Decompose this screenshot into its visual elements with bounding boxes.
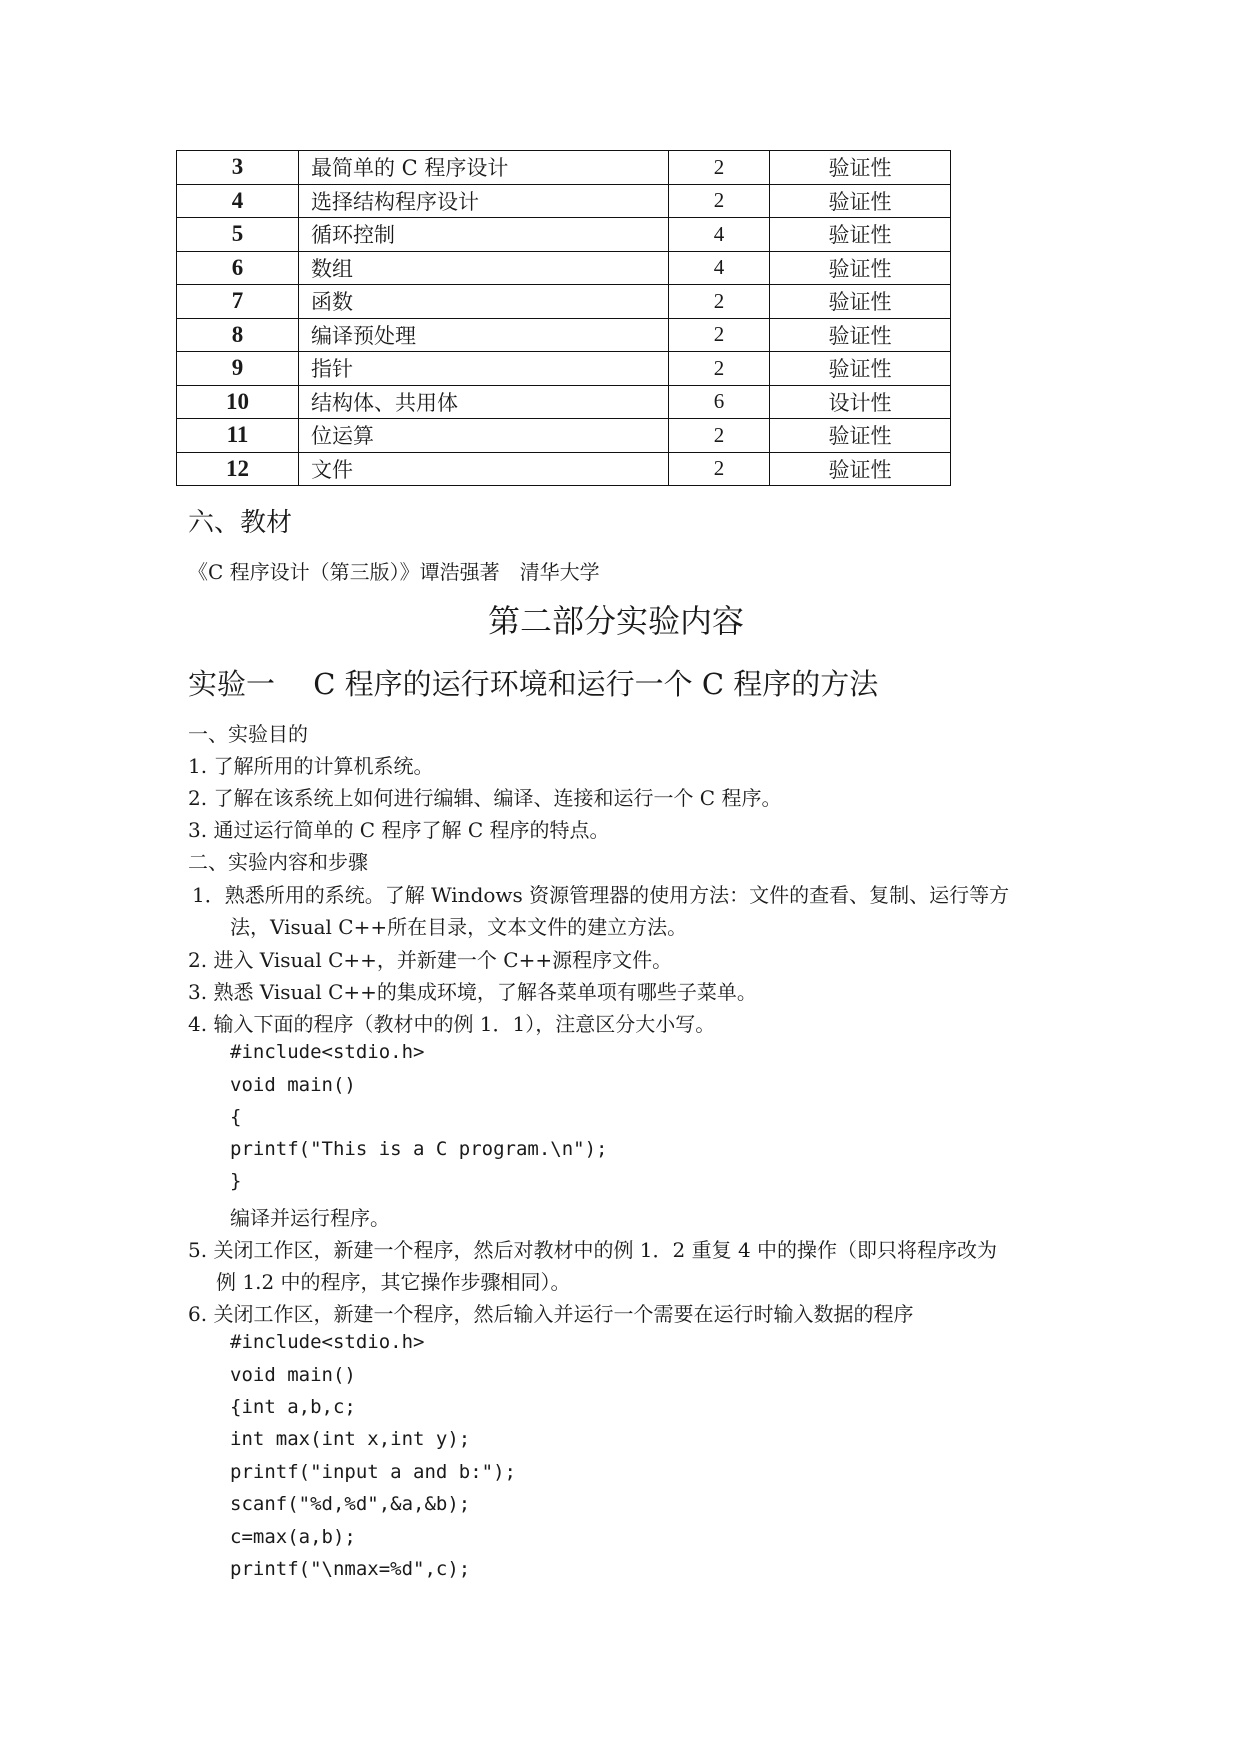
experiment-name-cell: 循环控制 (299, 218, 669, 252)
experiment-name-cell: 结构体、共用体 (299, 385, 669, 419)
code-line: {int a,b,c; (230, 1396, 356, 1418)
hours-cell: 2 (669, 285, 770, 319)
step-2: 2. 进入 Visual C++，并新建一个 C++源程序文件。 (188, 948, 673, 972)
experiment-number-cell: 10 (177, 385, 299, 419)
experiment-name-cell: 位运算 (299, 419, 669, 453)
hours-cell: 2 (669, 452, 770, 486)
experiment-type-cell: 验证性 (770, 184, 951, 218)
table-row (177, 218, 951, 252)
table-row (177, 184, 951, 218)
code-line: printf("input a and b:"); (230, 1461, 516, 1483)
code-line: #include<stdio.h> (230, 1041, 425, 1063)
experiment-type-cell: 验证性 (770, 318, 951, 352)
experiment-number-cell: 9 (177, 352, 299, 386)
code-line: void main() (230, 1074, 356, 1096)
code-line: printf("This is a C program.\n"); (230, 1138, 608, 1160)
experiment-number-cell: 6 (177, 251, 299, 285)
step-1-line-2: 法，Visual C++所在目录，文本文件的建立方法。 (230, 915, 688, 939)
code-line: c=max(a,b); (230, 1526, 356, 1548)
experiment-schedule-table (176, 150, 951, 486)
code-line: printf("\nmax=%d",c); (230, 1558, 471, 1580)
steps-heading: 二、实验内容和步骤 (188, 850, 368, 874)
code-line: { (230, 1106, 242, 1128)
table-row (177, 318, 951, 352)
step-4: 4. 输入下面的程序（教材中的例 1．1），注意区分大小写。 (188, 1012, 716, 1036)
experiment-type-cell: 验证性 (770, 151, 951, 185)
hours-cell: 4 (669, 218, 770, 252)
section-heading-textbook: 六、教材 (188, 508, 293, 538)
step-3: 3. 熟悉 Visual C++的集成环境，了解各菜单项有哪些子菜单。 (188, 980, 757, 1004)
table-row (177, 385, 951, 419)
table-row (177, 251, 951, 285)
experiment-number-cell: 4 (177, 184, 299, 218)
experiment-name-cell: 编译预处理 (299, 318, 669, 352)
table-row (177, 452, 951, 486)
experiment-type-cell: 验证性 (770, 352, 951, 386)
code-line: void main() (230, 1364, 356, 1386)
purpose-item: 1. 了解所用的计算机系统。 (188, 754, 434, 778)
experiment-type-cell: 验证性 (770, 251, 951, 285)
hours-cell: 2 (669, 352, 770, 386)
experiment-number-cell: 11 (177, 419, 299, 453)
experiment-type-cell: 验证性 (770, 285, 951, 319)
table-row (177, 151, 951, 185)
experiment-number-cell: 3 (177, 151, 299, 185)
experiment-name-cell: 选择结构程序设计 (299, 184, 669, 218)
code-line: int max(int x,int y); (230, 1428, 471, 1450)
code-line: #include<stdio.h> (230, 1331, 425, 1353)
experiment-name-cell: 最简单的 C 程序设计 (299, 151, 669, 185)
step-5-line-1: 5. 关闭工作区，新建一个程序，然后对教材中的例 1．2 重复 4 中的操作（即只将程序改为 (188, 1238, 998, 1262)
compile-note: 编译并运行程序。 (230, 1206, 390, 1230)
purpose-heading: 一、实验目的 (188, 722, 308, 746)
table-row (177, 352, 951, 386)
table-body (177, 151, 951, 486)
experiment-number-cell: 5 (177, 218, 299, 252)
purpose-item: 2. 了解在该系统上如何进行编辑、编译、连接和运行一个 C 程序。 (188, 786, 782, 810)
experiment-type-cell: 验证性 (770, 419, 951, 453)
textbook-citation: 《C 程序设计（第三版）》谭浩强著 清华大学 (188, 560, 600, 584)
experiment-one-title: 实验一 C 程序的运行环境和运行一个 C 程序的方法 (188, 667, 879, 701)
step-6: 6. 关闭工作区，新建一个程序，然后输入并运行一个需要在运行时输入数据的程序 (188, 1302, 914, 1326)
experiment-number-cell: 8 (177, 318, 299, 352)
hours-cell: 6 (669, 385, 770, 419)
experiment-number-cell: 12 (177, 452, 299, 486)
experiment-type-cell: 验证性 (770, 218, 951, 252)
code-line: } (230, 1170, 242, 1192)
code-line: scanf("%d,%d",&a,&b); (230, 1493, 471, 1515)
hours-cell: 4 (669, 251, 770, 285)
table-row (177, 419, 951, 453)
experiment-name-cell: 数组 (299, 251, 669, 285)
part-two-title: 第二部分实验内容 (488, 602, 745, 640)
table-row (177, 285, 951, 319)
experiment-name-cell: 指针 (299, 352, 669, 386)
experiment-type-cell: 设计性 (770, 385, 951, 419)
hours-cell: 2 (669, 318, 770, 352)
step-1-line-1: 1．熟悉所用的系统。了解 Windows 资源管理器的使用方法：文件的查看、复制、运行等方 (192, 883, 1010, 907)
experiment-name-cell: 函数 (299, 285, 669, 319)
hours-cell: 2 (669, 419, 770, 453)
hours-cell: 2 (669, 151, 770, 185)
step-5-line-2: 例 1.2 中的程序，其它操作步骤相同）。 (216, 1270, 571, 1294)
experiment-number-cell: 7 (177, 285, 299, 319)
purpose-item: 3. 通过运行简单的 C 程序了解 C 程序的特点。 (188, 818, 610, 842)
hours-cell: 2 (669, 184, 770, 218)
experiment-type-cell: 验证性 (770, 452, 951, 486)
experiment-name-cell: 文件 (299, 452, 669, 486)
